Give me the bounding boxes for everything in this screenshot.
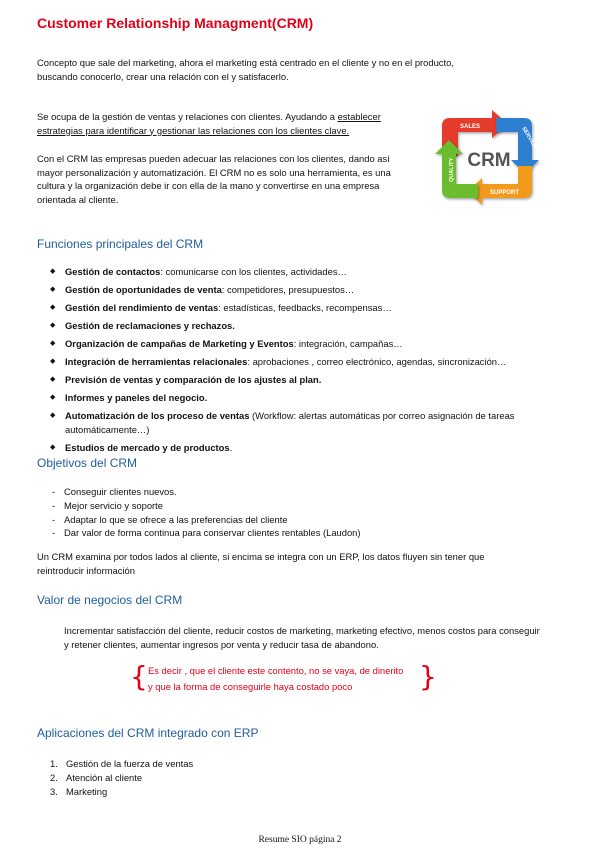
right-brace: } xyxy=(419,660,437,693)
funciones-item xyxy=(50,283,570,297)
funciones-item-title: Estudios de mercado y de productos xyxy=(65,441,230,453)
objetivos-item: - Conseguir clientes nuevos. xyxy=(50,485,361,499)
valor-quote xyxy=(148,663,418,695)
service-label: SERVICE xyxy=(520,126,538,150)
erp-paragraph: Un CRM examina por todos lados al cliente, si encima se integra con un ERP, los datos fluyen sin tener que reintroducir información xyxy=(37,551,485,576)
aplicaciones-item-label: Marketing xyxy=(66,786,108,797)
funciones-item-title: Gestión del rendimiento de ventas xyxy=(65,302,219,313)
funciones-item xyxy=(50,409,570,436)
funciones-item-title: Gestión de oportunidades de venta xyxy=(65,284,222,295)
funciones-item xyxy=(50,441,570,455)
gestion-text: Se ocupa de la gestión de ventas y relaciones con clientes. Ayudando a xyxy=(37,111,338,122)
objetivos-item: - Adaptar lo que se ofrece a las preferencias del cliente xyxy=(50,513,361,527)
funciones-item-text: : aprobaciones , correo electrónico, agendas, sincronización… xyxy=(247,356,507,367)
valor-paragraph: Incrementar satisfacción del cliente, reducir costos de marketing, marketing efectivo, menos costos para conseguir y retener clientes, aumentar ingresos por venta y reducir tasa de abandono. xyxy=(64,625,540,650)
gestion-paragraph xyxy=(37,110,415,137)
objetivos-item: - Mejor servicio y soporte xyxy=(50,499,361,513)
aplicaciones-list xyxy=(50,757,193,799)
funciones-item xyxy=(50,391,570,405)
funciones-list xyxy=(50,265,570,459)
crm-center-label: CRM xyxy=(467,150,511,171)
intro-paragraph: Concepto que sale del marketing, ahora el marketing está centrado en el cliente y no en el producto, buscando conocerlo, crear una relación con el y satisfacerlo. xyxy=(37,57,454,82)
quote-line-2: y que la forma de conseguirle haya costado poco xyxy=(148,681,353,692)
aplicaciones-item-number: 2. xyxy=(50,772,58,783)
aplicaciones-item-label: Atención al cliente xyxy=(66,772,143,783)
aplicaciones-item xyxy=(50,757,193,771)
funciones-item xyxy=(50,319,570,333)
gestion-underlined-text: establecer estrategias para identificar y gestionar las relaciones con los clientes clave. xyxy=(37,111,381,136)
aplicaciones-item xyxy=(50,785,193,799)
funciones-item xyxy=(50,373,570,387)
funciones-item xyxy=(50,355,570,369)
page-title: Customer Relationship Managment(CRM) xyxy=(37,15,314,31)
sales-label: SALES xyxy=(460,124,481,130)
funciones-heading: Funciones principales del CRM xyxy=(37,237,204,251)
funciones-item-text: : estadísticas, feedbacks, recompensas… xyxy=(218,302,392,313)
objetivos-heading: Objetivos del CRM xyxy=(37,456,138,470)
funciones-item-text: (Workflow: alertas automáticas por correo asignación de tareas automáticamente…) xyxy=(65,410,515,435)
support-label: SUPPORT xyxy=(490,190,520,196)
quality-label: QUALITY xyxy=(449,157,455,182)
funciones-item-title: Integración de herramientas relacionales xyxy=(65,356,248,367)
objetivos-item: - Dar valor de forma continua para conservar clientes rentables (Laudon) xyxy=(50,526,361,540)
funciones-item xyxy=(50,301,570,315)
aplicaciones-item-number: 1. xyxy=(50,758,58,769)
quote-line-1: Es decir , que el cliente este contento, no se vaya, de dinerito xyxy=(148,665,404,676)
aplicaciones-item-number: 3. xyxy=(50,786,58,797)
funciones-item-title: Gestión de contactos xyxy=(65,266,161,277)
funciones-item-title: Gestión de reclamaciones y rechazos. xyxy=(65,320,235,331)
aplicaciones-item-label: Gestión de la fuerza de ventas xyxy=(66,758,194,769)
funciones-item-text: : comunicarse con los clientes, actividades… xyxy=(160,266,347,277)
funciones-item xyxy=(50,265,570,279)
left-brace: { xyxy=(130,660,148,693)
funciones-item-title: Informes y paneles del negocio. xyxy=(65,392,208,403)
funciones-item-title: Automatización de los proceso de ventas xyxy=(65,410,250,421)
aplicaciones-heading: Aplicaciones del CRM integrado con ERP xyxy=(37,726,259,740)
funciones-item-text: : competidores, presupuestos… xyxy=(221,284,355,295)
funciones-item-title: Organización de campañas de Marketing y Eventos xyxy=(65,338,294,349)
page-footer: Resume SIO página 2 xyxy=(258,835,342,845)
objetivos-list xyxy=(50,485,361,540)
aplicaciones-item xyxy=(50,771,193,785)
valor-heading: Valor de negocios del CRM xyxy=(37,593,183,607)
funciones-item-title: Previsión de ventas y comparación de los ajustes al plan. xyxy=(65,374,322,385)
funciones-item-text: : integración, campañas… xyxy=(293,338,403,349)
funciones-item-text: . xyxy=(229,441,233,453)
crm-cycle-image xyxy=(432,108,542,208)
funciones-item xyxy=(50,337,570,351)
empresas-paragraph: Con el CRM las empresas pueden adecuar las relaciones con los clientes, dando así mayor personalización y automatización. El CRM no es solo una herramienta, es una cultura y la organización debe ir con ella de la mano y convertirse en una empresa orientada al cliente. xyxy=(37,153,391,205)
